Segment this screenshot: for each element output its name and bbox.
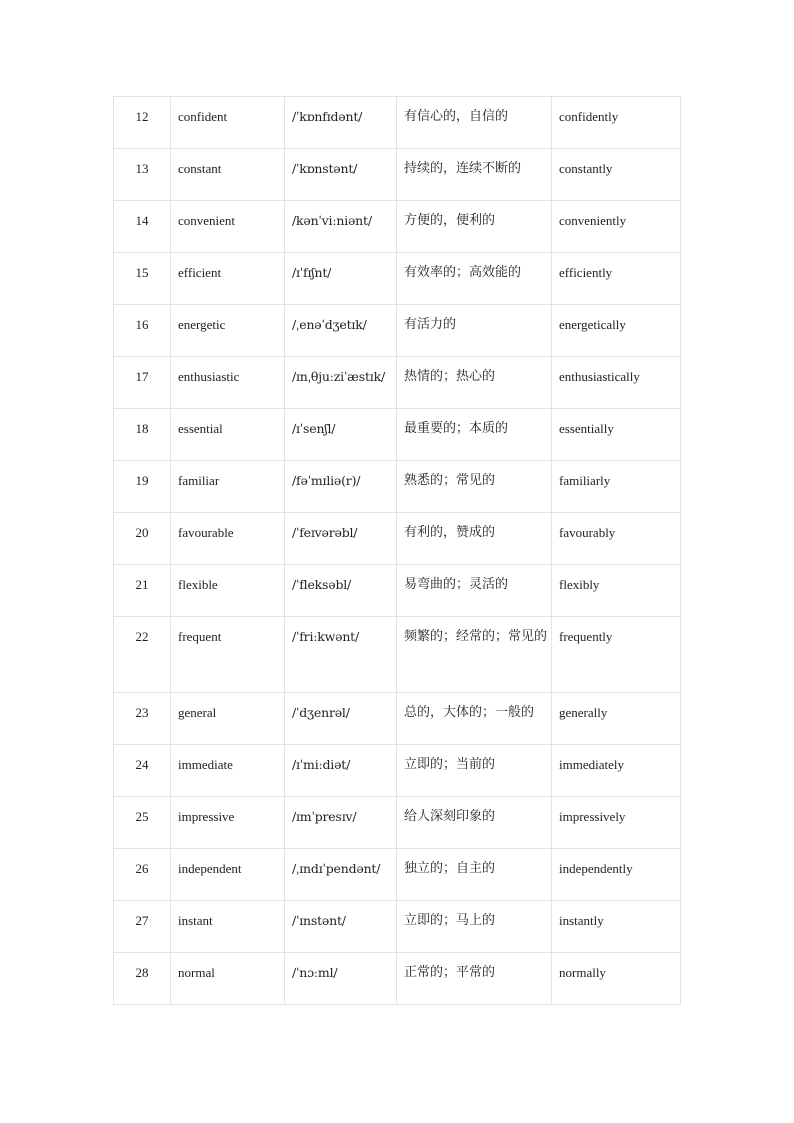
table-row <box>114 693 681 745</box>
row-number: 13 <box>114 149 171 201</box>
chinese-meaning: 最重要的；本质的 <box>397 409 552 461</box>
phonetic: /kənˈviːniənt/ <box>285 201 397 253</box>
phonetic: /ˈkɒnstənt/ <box>285 149 397 201</box>
chinese-meaning: 给人深刻印象的 <box>397 797 552 849</box>
chinese-meaning: 热情的；热心的 <box>397 357 552 409</box>
word: energetic <box>171 305 285 357</box>
adverb-form: enthusiastically <box>552 357 681 409</box>
table-row <box>114 149 681 201</box>
word: constant <box>171 149 285 201</box>
phonetic: /ɪˈsenʃl/ <box>285 409 397 461</box>
row-number: 19 <box>114 461 171 513</box>
word: efficient <box>171 253 285 305</box>
table-row <box>114 797 681 849</box>
row-number: 12 <box>114 97 171 149</box>
table-row <box>114 565 681 617</box>
row-number: 14 <box>114 201 171 253</box>
adverb-form: normally <box>552 953 681 1005</box>
word: frequent <box>171 617 285 693</box>
chinese-meaning: 持续的，连续不断的 <box>397 149 552 201</box>
phonetic: /ɪˈfɪʃnt/ <box>285 253 397 305</box>
adverb-form: immediately <box>552 745 681 797</box>
adverb-form: independently <box>552 849 681 901</box>
phonetic: /ˈfriːkwənt/ <box>285 617 397 693</box>
adverb-form: instantly <box>552 901 681 953</box>
row-number: 21 <box>114 565 171 617</box>
chinese-meaning: 独立的；自主的 <box>397 849 552 901</box>
vocabulary-table-body <box>114 97 681 1005</box>
row-number: 16 <box>114 305 171 357</box>
adverb-form: generally <box>552 693 681 745</box>
chinese-meaning: 熟悉的；常见的 <box>397 461 552 513</box>
table-row <box>114 849 681 901</box>
chinese-meaning: 有利的，赞成的 <box>397 513 552 565</box>
word: confident <box>171 97 285 149</box>
chinese-meaning: 易弯曲的；灵活的 <box>397 565 552 617</box>
row-number: 27 <box>114 901 171 953</box>
row-number: 20 <box>114 513 171 565</box>
chinese-meaning: 有效率的；高效能的 <box>397 253 552 305</box>
adverb-form: energetically <box>552 305 681 357</box>
table-row <box>114 201 681 253</box>
row-number: 24 <box>114 745 171 797</box>
row-number: 26 <box>114 849 171 901</box>
chinese-meaning: 频繁的；经常的；常见的 <box>397 617 552 693</box>
word: enthusiastic <box>171 357 285 409</box>
table-row <box>114 305 681 357</box>
chinese-meaning: 立即的；马上的 <box>397 901 552 953</box>
table-row <box>114 745 681 797</box>
adverb-form: conveniently <box>552 201 681 253</box>
word: favourable <box>171 513 285 565</box>
table-row <box>114 901 681 953</box>
vocabulary-table <box>113 96 681 1005</box>
adverb-form: essentially <box>552 409 681 461</box>
word: familiar <box>171 461 285 513</box>
word: normal <box>171 953 285 1005</box>
phonetic: /ɪnˌθjuːziˈæstɪk/ <box>285 357 397 409</box>
row-number: 28 <box>114 953 171 1005</box>
row-number: 18 <box>114 409 171 461</box>
table-row <box>114 461 681 513</box>
chinese-meaning: 总的，大体的；一般的 <box>397 693 552 745</box>
adverb-form: efficiently <box>552 253 681 305</box>
word: flexible <box>171 565 285 617</box>
phonetic: /fəˈmɪliə(r)/ <box>285 461 397 513</box>
adverb-form: favourably <box>552 513 681 565</box>
table-row <box>114 513 681 565</box>
phonetic: /ˈkɒnfɪdənt/ <box>285 97 397 149</box>
chinese-meaning: 方便的，便利的 <box>397 201 552 253</box>
adverb-form: familiarly <box>552 461 681 513</box>
chinese-meaning: 正常的；平常的 <box>397 953 552 1005</box>
table-row <box>114 617 681 693</box>
row-number: 23 <box>114 693 171 745</box>
table-row <box>114 409 681 461</box>
phonetic: /ˈdʒenrəl/ <box>285 693 397 745</box>
phonetic: /ˈfleksəbl/ <box>285 565 397 617</box>
adverb-form: impressively <box>552 797 681 849</box>
table-row <box>114 97 681 149</box>
adverb-form: constantly <box>552 149 681 201</box>
word: general <box>171 693 285 745</box>
word: convenient <box>171 201 285 253</box>
phonetic: /ˌɪndɪˈpendənt/ <box>285 849 397 901</box>
table-row <box>114 357 681 409</box>
row-number: 15 <box>114 253 171 305</box>
word: essential <box>171 409 285 461</box>
adverb-form: flexibly <box>552 565 681 617</box>
row-number: 17 <box>114 357 171 409</box>
phonetic: /ˈɪnstənt/ <box>285 901 397 953</box>
chinese-meaning: 有信心的，自信的 <box>397 97 552 149</box>
row-number: 22 <box>114 617 171 693</box>
chinese-meaning: 立即的；当前的 <box>397 745 552 797</box>
word: instant <box>171 901 285 953</box>
phonetic: /ɪˈmiːdiət/ <box>285 745 397 797</box>
word: impressive <box>171 797 285 849</box>
table-row <box>114 253 681 305</box>
adverb-form: frequently <box>552 617 681 693</box>
chinese-meaning: 有活力的 <box>397 305 552 357</box>
row-number: 25 <box>114 797 171 849</box>
word: immediate <box>171 745 285 797</box>
phonetic: /ˌenəˈdʒetɪk/ <box>285 305 397 357</box>
phonetic: /ˈnɔːml/ <box>285 953 397 1005</box>
word: independent <box>171 849 285 901</box>
table-row <box>114 953 681 1005</box>
phonetic: /ɪmˈpresɪv/ <box>285 797 397 849</box>
phonetic: /ˈfeɪvərəbl/ <box>285 513 397 565</box>
adverb-form: confidently <box>552 97 681 149</box>
